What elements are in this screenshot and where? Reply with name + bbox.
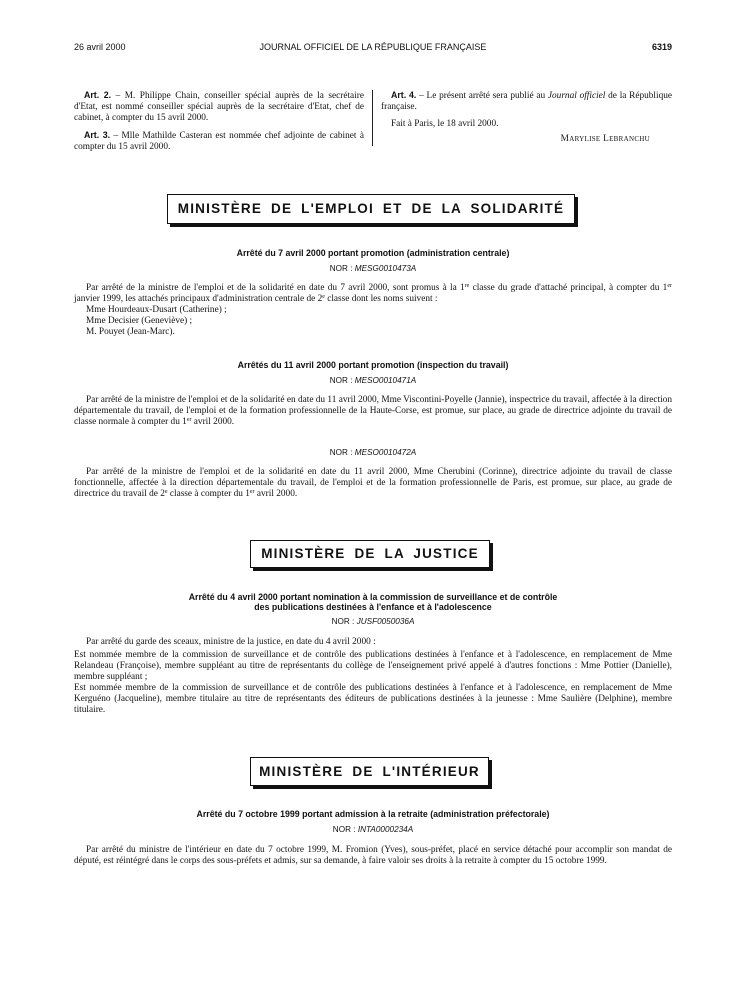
arrete-body-retraite bbox=[74, 845, 672, 867]
name-list-item: Mme Hourdeaux-Dusart (Catherine) ; bbox=[86, 304, 227, 315]
intro-text: classe du grade d'attaché principal, à compter du 1 bbox=[469, 283, 668, 293]
article-3 bbox=[74, 130, 364, 153]
intro-text: Par arrêté de la ministre de l'emploi et de la solidarité en date du 7 avril 2000, sont promus à la 1 bbox=[86, 283, 465, 293]
nor-label: NOR : bbox=[329, 264, 353, 273]
article-2-label: Art. 2. bbox=[84, 90, 112, 100]
commission-para-1: Est nommée membre de la commission de surveillance et de contrôle des publications destinées à l'enfance et à l'adolescence, en remplacement de Mme Relandeau (Françoise), membre suppléant au titre de représentants du collège de l'enseignement privé appelé à d'autres fonctions : Mme Pottier (Danielle), membre suppléant ; bbox=[74, 649, 672, 682]
ordinal-sup: e bbox=[164, 488, 168, 495]
nor-line bbox=[74, 264, 672, 274]
paragraph-text: classe à compter du 1 bbox=[167, 488, 250, 499]
article-2 bbox=[74, 90, 364, 124]
paragraph bbox=[74, 395, 672, 428]
nor-code: JUSF0050036A bbox=[356, 617, 415, 626]
header-date: 26 avril 2000 bbox=[74, 42, 126, 52]
paragraph-text: Par arrêté de la ministre de l'emploi et de la solidarité en date du 11 avril 2000, Mme Viscontini-Poyelle (Jannie), inspectrice du travail, affectée à la direction départementale du travail, de l'emploi et de la formation professionnelle de la Haute-Corse, est promue, sur place, au grade de directrice adjointe du travail de classe normale à compter du 1 bbox=[74, 395, 672, 427]
arrete-title-commission bbox=[74, 592, 672, 612]
journal-title: JOURNAL OFFICIEL DE LA RÉPUBLIQUE FRANÇAISE bbox=[259, 42, 487, 52]
ordinal-sup: e bbox=[322, 293, 325, 300]
page-number: 6319 bbox=[651, 42, 672, 52]
nor-label: NOR : bbox=[332, 825, 356, 834]
article-3-text: – Mlle Mathilde Casteran est nommée chef adjointe de cabinet à compter du 15 avril 2000. bbox=[74, 130, 364, 152]
signature: Marylise Lebranchu bbox=[560, 133, 650, 144]
intro-text: classe dont les noms suivent : bbox=[324, 293, 438, 304]
column-divider bbox=[372, 90, 373, 146]
ministry-heading-justice: MINISTÈRE DE LA JUSTICE bbox=[250, 540, 490, 568]
page-header bbox=[74, 42, 672, 56]
name-list-item: M. Pouyet (Jean-Marc). bbox=[86, 326, 175, 337]
article-4-text: – Le présent arrêté sera publié au bbox=[419, 91, 546, 101]
article-2-text: – M. Philippe Chain, conseiller spécial auprès de la secrétaire d'Etat, est nommé conseiller spécial auprès de la secrétaire d'Etat, chef de cabinet, à compter du 15 avril 2000. bbox=[74, 91, 364, 123]
paragraph bbox=[74, 467, 672, 500]
paragraph: Par arrêté du ministre de l'intérieur en date du 7 octobre 1999, M. Fromion (Yves), sous-préfet, placé en service détaché pour accomplir son mandat de député, est réintégré dans le corps des sous-préfets et admis, sur sa demande, à faire valoir ses droits à la retraite à compter du 15 octobre 1999. bbox=[74, 845, 672, 866]
nor-line bbox=[74, 448, 672, 458]
arrete-body-viscontini bbox=[74, 395, 672, 428]
nor-code: MESG0010473A bbox=[354, 264, 417, 273]
ordinal-sup: er bbox=[249, 488, 255, 495]
promotion-intro bbox=[74, 283, 672, 305]
nor-label: NOR : bbox=[329, 448, 353, 457]
nor-line bbox=[74, 617, 672, 627]
paragraph-text: avril 2000. bbox=[191, 416, 235, 427]
arrete-title-promotion-centrale: Arrêté du 7 avril 2000 portant promotion (administration centrale) bbox=[236, 248, 510, 258]
nor-code: MESO0010471A bbox=[354, 376, 417, 385]
article-3-label: Art. 3. bbox=[84, 129, 111, 140]
nor-label: NOR : bbox=[331, 617, 355, 626]
arrete-title-inspection-travail: Arrêtés du 11 avril 2000 portant promotion (inspection du travail) bbox=[237, 360, 509, 370]
paragraph-text: avril 2000. bbox=[254, 488, 298, 499]
journal-officiel-ref: Journal officiel bbox=[547, 91, 606, 101]
arrete-body-promotion-centrale bbox=[74, 283, 672, 338]
article-4 bbox=[381, 90, 672, 113]
title-line: des publications destinées à l'enfance et à l'adolescence bbox=[254, 602, 492, 613]
nor-code: MESO0010472A bbox=[354, 448, 417, 457]
arrete-body-commission bbox=[74, 637, 672, 716]
nor-code: INTA0000234A bbox=[357, 825, 414, 834]
arrete-title-retraite: Arrêté du 7 octobre 1999 portant admission à la retraite (administration préfectorale) bbox=[196, 809, 550, 819]
ministry-heading-emploi: MINISTÈRE DE L'EMPLOI ET DE LA SOLIDARITÉ bbox=[167, 194, 575, 224]
arrete-body-cherubini bbox=[74, 467, 672, 500]
ordinal-sup: er bbox=[186, 416, 192, 423]
paragraph-text: Par arrêté de la ministre de l'emploi et de la solidarité en date du 11 avril 2000, Mme Cherubini (Corinne), directrice adjointe du travail de classe fonctionnelle, affectée à la direction départementale du travail, de l'emploi et de la formation professionnelle de Paris, est promue, sur place, au grade de directrice du travail de 2 bbox=[74, 467, 672, 499]
ministry-heading-interieur: MINISTÈRE DE L'INTÉRIEUR bbox=[250, 757, 489, 786]
nor-line bbox=[74, 376, 672, 386]
name-list-item: Mme Decisier (Geneviève) ; bbox=[86, 315, 193, 326]
ordinal-sup: re bbox=[464, 283, 470, 289]
top-right-column bbox=[381, 90, 672, 145]
top-left-column bbox=[74, 90, 364, 159]
nor-line bbox=[74, 825, 672, 835]
commission-intro: Par arrêté du garde des sceaux, ministre de la justice, en date du 4 avril 2000 : bbox=[86, 637, 376, 647]
ordinal-sup: er bbox=[667, 283, 673, 289]
fait-a-paris: Fait à Paris, le 18 avril 2000. bbox=[391, 118, 499, 129]
nor-label: NOR : bbox=[329, 376, 353, 385]
article-4-label: Art. 4. bbox=[391, 90, 417, 100]
article-4-text-end: de la République française. bbox=[381, 91, 673, 112]
title-line: Arrêté du 4 avril 2000 portant nomination à la commission de surveillance et de contrôle bbox=[188, 592, 558, 602]
intro-text: janvier 1999, les attachés principaux d'administration centrale de 2 bbox=[74, 293, 323, 304]
commission-para-2: Est nommée membre de la commission de surveillance et de contrôle des publications destinées à l'enfance et à l'adolescence, en remplacement de Mme Kerguéno (Jacqueline), membre titulaire au titre de représentants des éditeurs de publications destinées à la jeunesse : Mme Saulière (Delphine), membre titulaire. bbox=[74, 682, 672, 715]
